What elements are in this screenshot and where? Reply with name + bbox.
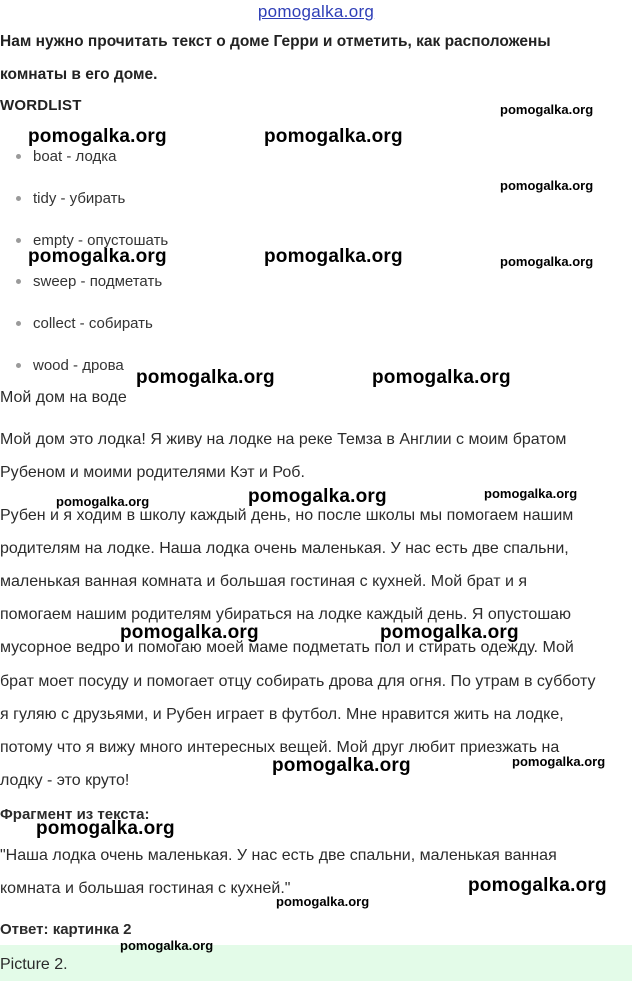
bullet-icon <box>16 363 21 368</box>
watermark: pomogalka.org <box>28 126 167 147</box>
intro-line-1: Нам нужно прочитать текст о доме Герри и отметить, как расположены <box>0 33 551 50</box>
fragment-line: "Наша лодка очень маленькая. У нас есть две спальни, маленькая ванная <box>0 847 557 864</box>
watermark: pomogalka.org <box>120 938 214 953</box>
paragraph-line: Рубеном и моими родителями Кэт и Роб. <box>0 464 305 481</box>
bullet-icon <box>16 279 21 284</box>
bullet-icon <box>16 321 21 326</box>
wordlist-item <box>16 273 162 290</box>
bullet-icon <box>16 238 21 243</box>
watermark: pomogalka.org <box>136 367 275 388</box>
watermark: pomogalka.org <box>500 102 594 117</box>
answer-box <box>0 945 632 981</box>
watermark: pomogalka.org <box>264 246 403 267</box>
bullet-icon <box>16 154 21 159</box>
wordlist-item-text: tidy - убирать <box>33 190 126 207</box>
text-title: Мой дом на воде <box>0 389 127 406</box>
wordlist-item <box>16 357 124 374</box>
paragraph-line: маленькая ванная комната и большая гостиная с кухней. Мой брат и я <box>0 573 528 590</box>
watermark: pomogalka.org <box>28 246 167 267</box>
watermark: pomogalka.org <box>372 367 511 388</box>
wordlist-item-text: boat - лодка <box>33 148 117 165</box>
watermark: pomogalka.org <box>120 622 259 643</box>
fragment-line: комната и большая гостиная с кухней." <box>0 880 291 897</box>
watermark: pomogalka.org <box>272 755 411 776</box>
wordlist-title: WORDLIST <box>0 97 82 114</box>
paragraph-line: я гуляю с друзьями, и Рубен играет в футбол. Мне нравится жить на лодке, <box>0 706 564 723</box>
answer-title: Ответ: картинка 2 <box>0 921 132 938</box>
watermark: pomogalka.org <box>380 622 519 643</box>
wordlist-item <box>16 190 125 207</box>
wordlist-item-text: empty - опустошать <box>33 232 169 249</box>
watermark: pomogalka.org <box>56 494 150 509</box>
bullet-icon <box>16 196 21 201</box>
wordlist-item <box>16 148 116 165</box>
watermark: pomogalka.org <box>500 178 594 193</box>
watermark: pomogalka.org <box>512 754 606 769</box>
fragment-title: Фрагмент из текста: <box>0 806 150 823</box>
intro-line-2: комнаты в его доме. <box>0 66 158 83</box>
watermark: pomogalka.org <box>36 818 175 839</box>
site-link[interactable]: pomogalka.org <box>257 2 375 21</box>
watermark: pomogalka.org <box>276 894 370 909</box>
paragraph-line: Рубен и я ходим в школу каждый день, но после школы мы помогаем нашим <box>0 507 574 524</box>
watermark: pomogalka.org <box>500 254 594 269</box>
watermark: pomogalka.org <box>468 875 607 896</box>
paragraph-line: Мой дом это лодка! Я живу на лодке на реке Темза в Англии с моим братом <box>0 431 567 448</box>
wordlist-item-text: wood - дрова <box>33 357 124 374</box>
wordlist-item-text: sweep - подметать <box>33 273 163 290</box>
paragraph-line: лодку - это круто! <box>0 772 130 789</box>
paragraph-line: родителям на лодке. Наша лодка очень маленькая. У нас есть две спальни, <box>0 540 569 557</box>
paragraph-line: помогаем нашим родителям убираться на лодке каждый день. Я опустошаю <box>0 606 572 623</box>
watermark: pomogalka.org <box>264 126 403 147</box>
watermark: pomogalka.org <box>248 486 387 507</box>
paragraph-line: мусорное ведро и помогаю моей маме подметать пол и стирать одежду. Мой <box>0 639 574 656</box>
paragraph-line: потому что я вижу много интересных вещей. Мой друг любит приезжать на <box>0 739 560 756</box>
answer-text: Picture 2. <box>0 956 68 973</box>
paragraph-line: брат моет посуду и помогает отцу собирать дрова для огня. По утрам в субботу <box>0 673 596 690</box>
wordlist-item-text: collect - собирать <box>33 315 153 332</box>
wordlist-item <box>16 315 153 332</box>
watermark: pomogalka.org <box>484 486 578 501</box>
